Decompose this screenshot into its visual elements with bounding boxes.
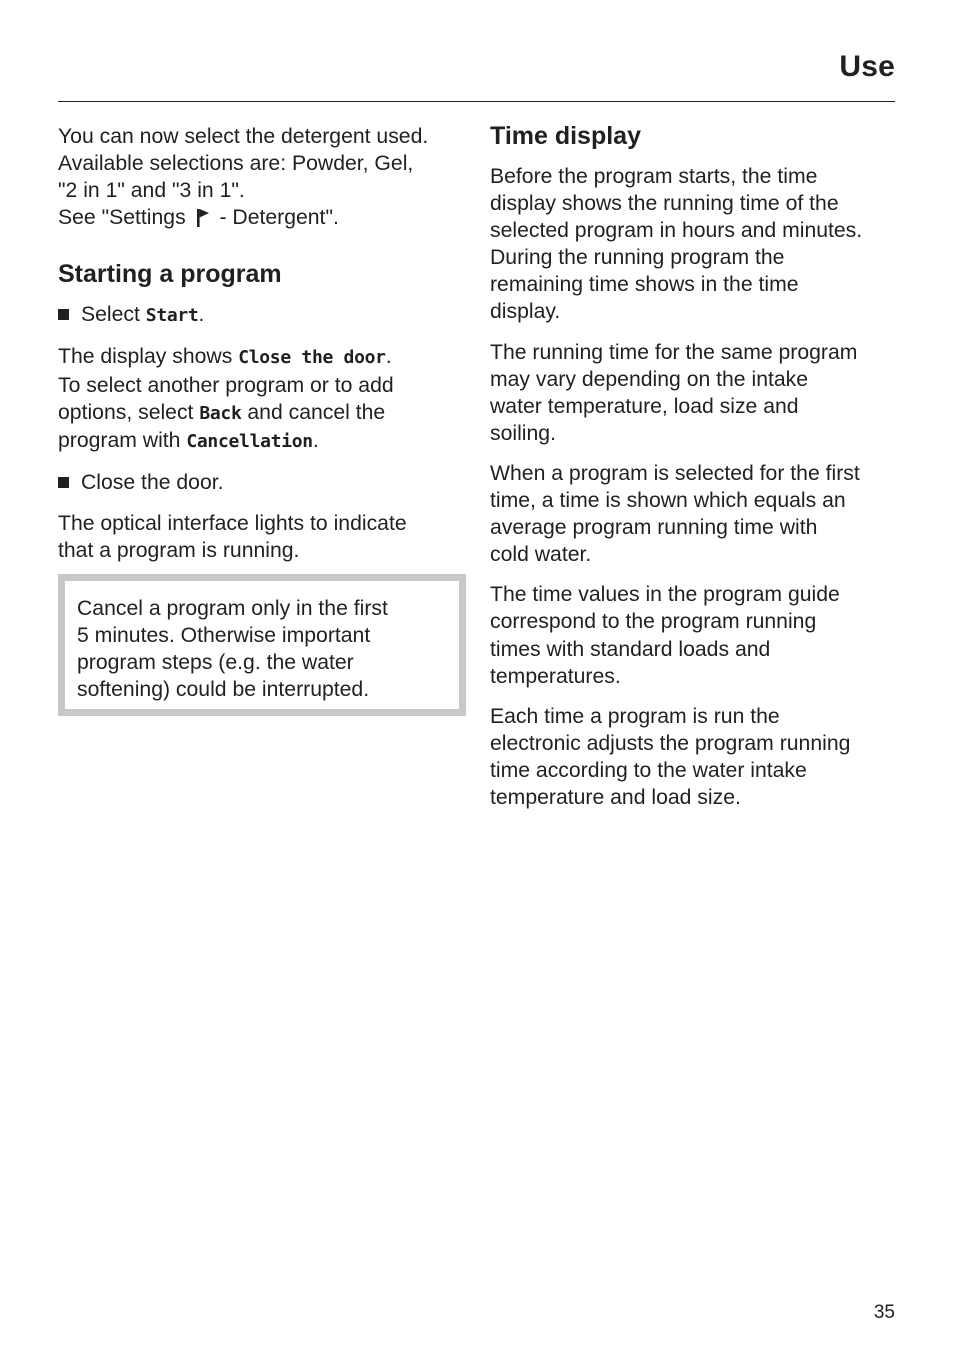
page-header-title: Use bbox=[839, 50, 895, 83]
time-paragraph-1 bbox=[490, 163, 896, 326]
page-number: 35 bbox=[873, 1302, 895, 1323]
paragraph-line: time, a time is shown which equals an bbox=[490, 489, 846, 513]
paragraph-line: When a program is selected for the first bbox=[490, 461, 860, 485]
warning-box bbox=[58, 574, 466, 715]
display-code-start: Start bbox=[145, 305, 199, 327]
display-code-close-door: Close the door bbox=[238, 347, 386, 369]
time-paragraph-4 bbox=[490, 581, 896, 689]
paragraph-line: During the running program the bbox=[490, 246, 785, 270]
intro-see-prefix: See "Settings bbox=[58, 206, 186, 230]
paragraph-line: correspond to the program running bbox=[490, 610, 817, 634]
paragraph-line: selected program in hours and minutes. bbox=[490, 219, 863, 243]
intro-line-2: Available selections are: Powder, Gel, bbox=[58, 152, 414, 176]
optical-line: that a program is running. bbox=[58, 539, 300, 563]
bullet-square-icon bbox=[58, 477, 69, 488]
paragraph-line: display. bbox=[490, 300, 561, 324]
warning-text bbox=[77, 595, 447, 703]
paragraph-line: display shows the running time of the bbox=[490, 192, 839, 216]
display-text: To select another program or to add bbox=[58, 373, 394, 397]
intro-line-1: You can now select the detergent used. bbox=[58, 125, 429, 148]
left-column bbox=[58, 123, 466, 716]
warning-line: 5 minutes. Otherwise important bbox=[77, 624, 371, 648]
paragraph-line: soiling. bbox=[490, 421, 556, 445]
paragraph-line: electronic adjusts the program running bbox=[490, 731, 851, 755]
display-text: program with bbox=[58, 428, 181, 452]
time-paragraph-2 bbox=[490, 339, 896, 447]
step-end: . bbox=[198, 303, 205, 327]
display-text: and cancel the bbox=[247, 400, 386, 424]
optical-paragraph bbox=[58, 510, 466, 564]
display-text: options, select bbox=[58, 400, 194, 424]
bullet-square-icon bbox=[58, 309, 69, 320]
optical-line: The optical interface lights to indicate bbox=[58, 511, 407, 535]
display-text: The display shows bbox=[58, 345, 233, 369]
step-close-door bbox=[58, 469, 466, 496]
flag-icon bbox=[196, 207, 210, 226]
step-select-start bbox=[58, 301, 466, 329]
intro-see-suffix: - Detergent". bbox=[219, 206, 339, 230]
time-paragraph-3 bbox=[490, 460, 896, 568]
paragraph-line: The time values in the program guide bbox=[490, 583, 840, 607]
right-column bbox=[490, 123, 896, 811]
paragraph-line: water temperature, load size and bbox=[490, 394, 799, 418]
paragraph-line: temperatures. bbox=[490, 664, 621, 688]
starting-program-heading: Starting a program bbox=[58, 260, 282, 289]
paragraph-line: average program running time with bbox=[490, 516, 818, 540]
paragraph-line: The running time for the same program bbox=[490, 340, 858, 364]
paragraph-line: temperature and load size. bbox=[490, 785, 741, 809]
step-text: Select bbox=[81, 303, 140, 327]
intro-line-3: "2 in 1" and "3 in 1". bbox=[58, 179, 245, 203]
warning-line: Cancel a program only in the first bbox=[77, 597, 388, 621]
time-display-heading: Time display bbox=[490, 122, 641, 150]
paragraph-line: may vary depending on the intake bbox=[490, 367, 809, 391]
paragraph-line: time according to the water intake bbox=[490, 758, 807, 782]
warning-line: program steps (e.g. the water bbox=[77, 651, 354, 675]
intro-paragraph bbox=[58, 123, 466, 231]
paragraph-line: Before the program starts, the time bbox=[490, 165, 818, 188]
display-code-back: Back bbox=[199, 402, 242, 424]
paragraph-line: times with standard loads and bbox=[490, 637, 771, 661]
display-paragraph bbox=[58, 343, 466, 454]
step-text: Close the door. bbox=[81, 470, 224, 494]
display-text: . bbox=[385, 345, 392, 369]
display-code-cancellation: Cancellation bbox=[186, 430, 313, 452]
time-paragraph-5 bbox=[490, 703, 896, 811]
header-divider bbox=[58, 101, 895, 102]
paragraph-line: cold water. bbox=[490, 543, 592, 567]
paragraph-line: remaining time shows in the time bbox=[490, 273, 799, 297]
display-text: . bbox=[312, 428, 319, 452]
paragraph-line: Each time a program is run the bbox=[490, 704, 780, 728]
warning-line: softening) could be interrupted. bbox=[77, 678, 370, 702]
